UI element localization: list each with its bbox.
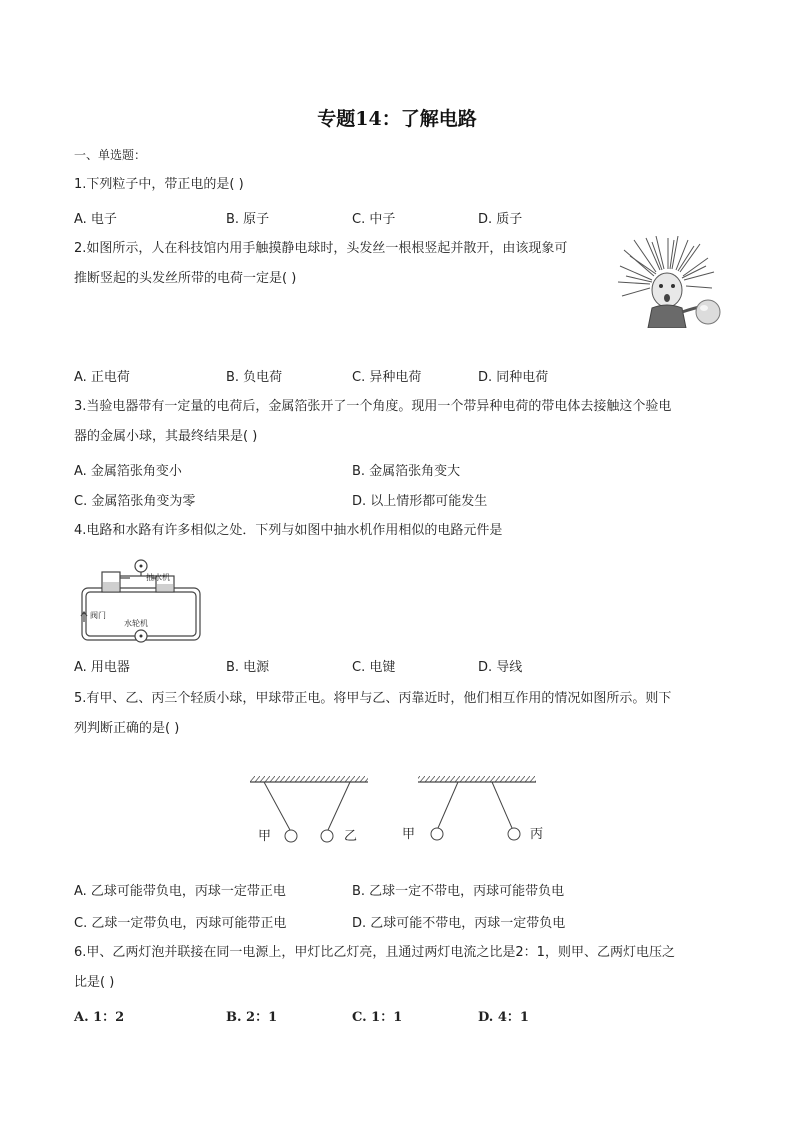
q6-option-a[interactable]: A. 1：2 [74, 1010, 125, 1025]
question-6-stem-line-2: 比是( ) [74, 975, 115, 990]
question-2-stem-line-2: 推断竖起的头发丝所带的电荷一定是( ) [74, 271, 297, 286]
q1-option-c[interactable]: C. 中子 [352, 212, 396, 227]
turbine-label: 水轮机 [124, 619, 148, 628]
question-3-stem-line-1: 3.当验电器带有一定量的电荷后，金属箔张开了一个角度。现用一个带异种电荷的带电体去接触这个验电 [74, 399, 672, 414]
ball-jia-right-label: 甲 [402, 827, 416, 842]
q2-option-d[interactable]: D. 同种电荷 [478, 370, 549, 385]
question-4-stem: 4.电路和水路有许多相似之处．下列与如图中抽水机作用相似的电路元件是 [74, 523, 503, 538]
q1-option-d[interactable]: D. 质子 [478, 212, 523, 227]
question-3-stem-line-2: 器的金属小球，其最终结果是( ) [74, 429, 258, 444]
ball-yi-label: 乙 [344, 829, 358, 844]
pump-label: 抽水机 [146, 573, 170, 582]
q3-option-d[interactable]: D. 以上情形都可能发生 [352, 494, 488, 509]
q3-option-b[interactable]: B. 金属箔张角变大 [352, 464, 461, 479]
valve-label: 阀门 [90, 611, 106, 620]
q6-option-d[interactable]: D. 4：1 [478, 1010, 529, 1025]
q3-option-a[interactable]: A. 金属箔张角变小 [74, 464, 182, 479]
q3-option-c[interactable]: C. 金属箔张角变为零 [74, 494, 196, 509]
question-1-stem: 1.下列粒子中，带正电的是( ) [74, 177, 244, 192]
static-hair-girl-illustration [616, 236, 724, 328]
q5-option-b[interactable]: B. 乙球一定不带电，丙球可能带负电 [352, 884, 565, 899]
q4-option-a[interactable]: A. 用电器 [74, 660, 130, 675]
question-5-stem-line-1: 5.有甲、乙、丙三个轻质小球，甲球带正电。将甲与乙、丙靠近时，他们相互作用的情况如图所示。则下 [74, 691, 672, 706]
q2-option-b[interactable]: B. 负电荷 [226, 370, 283, 385]
question-5-stem-line-2: 列判断正确的是( ) [74, 721, 180, 736]
q5-option-a[interactable]: A. 乙球可能带负电，丙球一定带正电 [74, 884, 286, 899]
q1-option-a[interactable]: A. 电子 [74, 212, 117, 227]
q4-option-d[interactable]: D. 导线 [478, 660, 523, 675]
q4-option-c[interactable]: C. 电键 [352, 660, 396, 675]
question-6-stem-line-1: 6.甲、乙两灯泡并联接在同一电源上，甲灯比乙灯亮，且通过两灯电流之比是2：1，则甲、乙两灯电压之 [74, 945, 675, 960]
ball-jia-left-label: 甲 [258, 829, 272, 844]
section-header: 一、单选题： [74, 148, 147, 162]
q2-option-a[interactable]: A. 正电荷 [74, 370, 130, 385]
ball-bing-label: 丙 [530, 827, 544, 842]
q4-option-b[interactable]: B. 电源 [226, 660, 270, 675]
q5-option-c[interactable]: C. 乙球一定带负电，丙球可能带正电 [74, 916, 287, 931]
charged-balls-diagram [240, 770, 556, 850]
q6-option-c[interactable]: C. 1：1 [352, 1010, 403, 1025]
q2-option-c[interactable]: C. 异种电荷 [352, 370, 422, 385]
q6-option-b[interactable]: B. 2：1 [226, 1010, 278, 1025]
q5-option-d[interactable]: D. 乙球可能不带电，丙球一定带负电 [352, 916, 566, 931]
page-title: 专题14：了解电路 [317, 108, 477, 130]
question-2-stem-line-1: 2.如图所示，人在科技馆内用手触摸静电球时，头发丝一根根竖起并散开，由该现象可 [74, 241, 568, 256]
q1-option-b[interactable]: B. 原子 [226, 212, 270, 227]
water-circuit-diagram [76, 556, 206, 646]
